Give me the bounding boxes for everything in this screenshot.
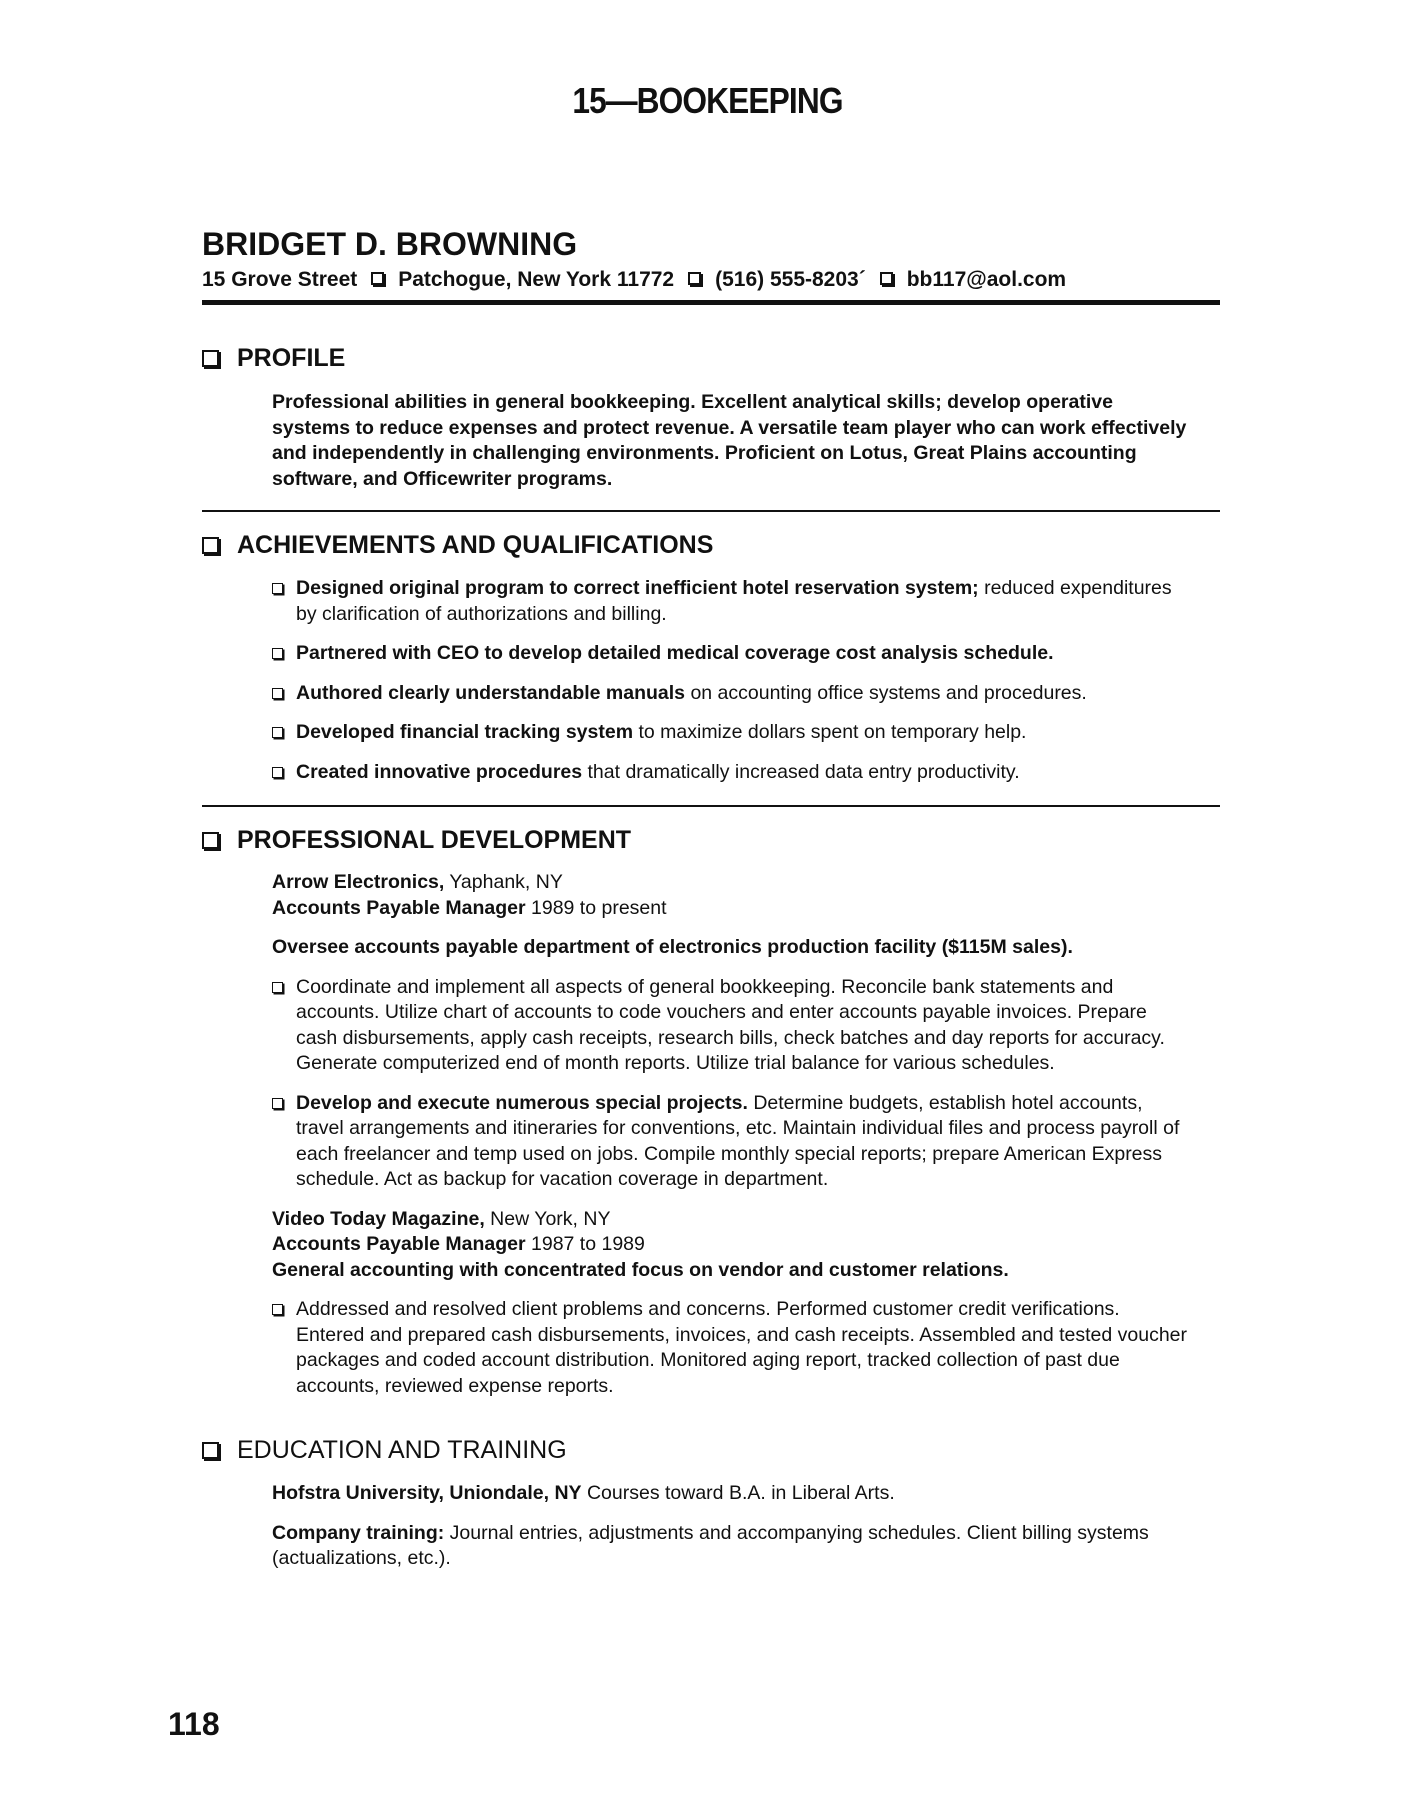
list-item — [270, 1091, 1192, 1193]
separator-box-icon — [371, 272, 384, 285]
contact-phone: (516) 555-8203´ — [715, 268, 866, 291]
education-school: Hofstra University, Uniondale, NY — [272, 1482, 582, 1504]
contact-city: Patchogue, New York 11772 — [398, 268, 675, 291]
item-bold: Authored clearly understandable manuals — [296, 681, 686, 704]
item-text: that dramatically increased data entry productivity. — [582, 760, 1020, 783]
job2-location: New York, NY — [484, 1207, 611, 1230]
bullet-box-icon — [272, 767, 283, 778]
bullet-box-icon — [272, 982, 283, 993]
item-bold: Develop and execute numerous special projects. — [296, 1091, 748, 1114]
item-text: Coordinate and implement all aspects of general bookkeeping. Reconcile bank statements and accounts. Utilize chart of accounts to code vouchers and enter accounts payable invoices. Prepare cash disbursements, apply cash receipts, research bills, check batches and day reports for accuracy. Generate computerized end of month reports. Utilize trial balance for various schedules. — [296, 975, 1165, 1074]
job1-title-line — [272, 896, 1192, 922]
item-text: on accounting office systems and procedures. — [685, 681, 1087, 704]
section-box-icon — [202, 350, 219, 367]
list-item — [270, 1297, 1192, 1399]
item-text: to maximize dollars spent on temporary help. — [633, 721, 1027, 743]
job1-location: Yaphank, NY — [444, 871, 563, 893]
list-item — [270, 720, 1190, 746]
section-divider — [202, 510, 1220, 512]
separator-box-icon — [880, 272, 893, 285]
separator-box-icon — [688, 272, 701, 285]
header-divider — [202, 300, 1220, 305]
bullet-box-icon — [272, 648, 283, 659]
list-item — [270, 760, 1190, 786]
contact-email: bb117@aol.com — [906, 268, 1067, 291]
job2-title-line — [272, 1232, 1192, 1258]
job2-company: Video Today Magazine, — [272, 1207, 485, 1230]
section-box-icon — [202, 537, 219, 554]
education-heading-label: EDUCATION AND TRAINING — [237, 1436, 567, 1464]
item-bold: Created innovative procedures — [296, 760, 583, 783]
item-bold: Developed financial tracking system — [296, 721, 634, 743]
page-number: 118 — [168, 1706, 220, 1742]
job1-title: Accounts Payable Manager — [272, 896, 526, 919]
achievements-list — [270, 576, 1190, 799]
professional-body — [272, 870, 1192, 1413]
bullet-box-icon — [272, 1098, 283, 1109]
section-divider — [202, 805, 1220, 807]
job1-summary: Oversee accounts payable department of electronics production facility ($115M sales). — [272, 936, 1073, 958]
profile-heading — [202, 344, 345, 373]
list-item — [270, 576, 1190, 627]
education-heading — [202, 1436, 567, 1465]
professional-heading — [202, 826, 631, 855]
education-training-label: Company training: — [272, 1521, 445, 1544]
contact-line — [202, 268, 1220, 292]
item-bold: Designed original program to correct inefficient hotel reservation system; — [296, 577, 979, 599]
list-item — [270, 641, 1190, 667]
bullet-box-icon — [272, 1304, 283, 1315]
list-item — [270, 975, 1192, 1077]
education-training-line — [272, 1521, 1192, 1572]
item-text: reduced expenditures by clarification of authorizations and billing. — [296, 577, 1172, 625]
job2-dates: 1987 to 1989 — [525, 1233, 645, 1255]
section-box-icon — [202, 832, 219, 849]
job1-company-line — [272, 870, 1192, 896]
job1-dates: 1989 to present — [525, 896, 667, 919]
section-box-icon — [202, 1442, 219, 1459]
education-training-detail: Journal entries, adjustments and accompanying schedules. Client billing systems (actualizations, etc.). — [272, 1521, 1149, 1569]
chapter-title: 15—BOOKEEPING — [572, 80, 843, 121]
professional-heading-label: PROFESSIONAL DEVELOPMENT — [237, 826, 632, 854]
job1-company: Arrow Electronics, — [272, 871, 445, 893]
contact-address: 15 Grove Street — [202, 268, 358, 291]
profile-text: Professional abilities in general bookkeeping. Excellent analytical skills; develop operative systems to reduce expenses and protect revenue. A versatile team player who can work effectively and independently in challenging environments. Proficient on Lotus, Great Plains accounting software, and Officewriter programs. — [272, 391, 1187, 490]
profile-heading-label: PROFILE — [237, 344, 346, 372]
achievements-heading-label: ACHIEVEMENTS AND QUALIFICATIONS — [237, 531, 714, 559]
item-text: Determine budgets, establish hotel accounts, travel arrangements and itineraries for conventions, etc. Maintain individual files and process payroll of each freelancer and temp used on jobs. Compile monthly special reports; prepare American Express schedule. Act as backup for vacation coverage in department. — [296, 1091, 1180, 1190]
bullet-box-icon — [272, 688, 283, 699]
education-school-detail: Courses toward B.A. in Liberal Arts. — [581, 1482, 895, 1504]
bullet-box-icon — [272, 727, 283, 738]
education-school-line — [272, 1481, 1192, 1507]
job2-company-line — [272, 1207, 1192, 1233]
bullet-box-icon — [272, 583, 283, 594]
education-body — [272, 1481, 1192, 1586]
job2-title: Accounts Payable Manager — [272, 1233, 526, 1255]
list-item — [270, 681, 1190, 707]
item-text: Addressed and resolved client problems and concerns. Performed customer credit verifications. Entered and prepared cash disbursements, invoices, and cash receipts. Assembled and tested voucher packages and coded account distribution. Monitored aging report, tracked collection of past due accounts, reviewed expense reports. — [296, 1298, 1188, 1397]
item-bold: Partnered with CEO to develop detailed medical coverage cost analysis schedule. — [296, 642, 1054, 664]
achievements-heading — [202, 531, 713, 560]
resume-name: BRIDGET D. BROWNING — [202, 226, 578, 262]
job2-summary: General accounting with concentrated focus on vendor and customer relations. — [272, 1258, 1009, 1281]
